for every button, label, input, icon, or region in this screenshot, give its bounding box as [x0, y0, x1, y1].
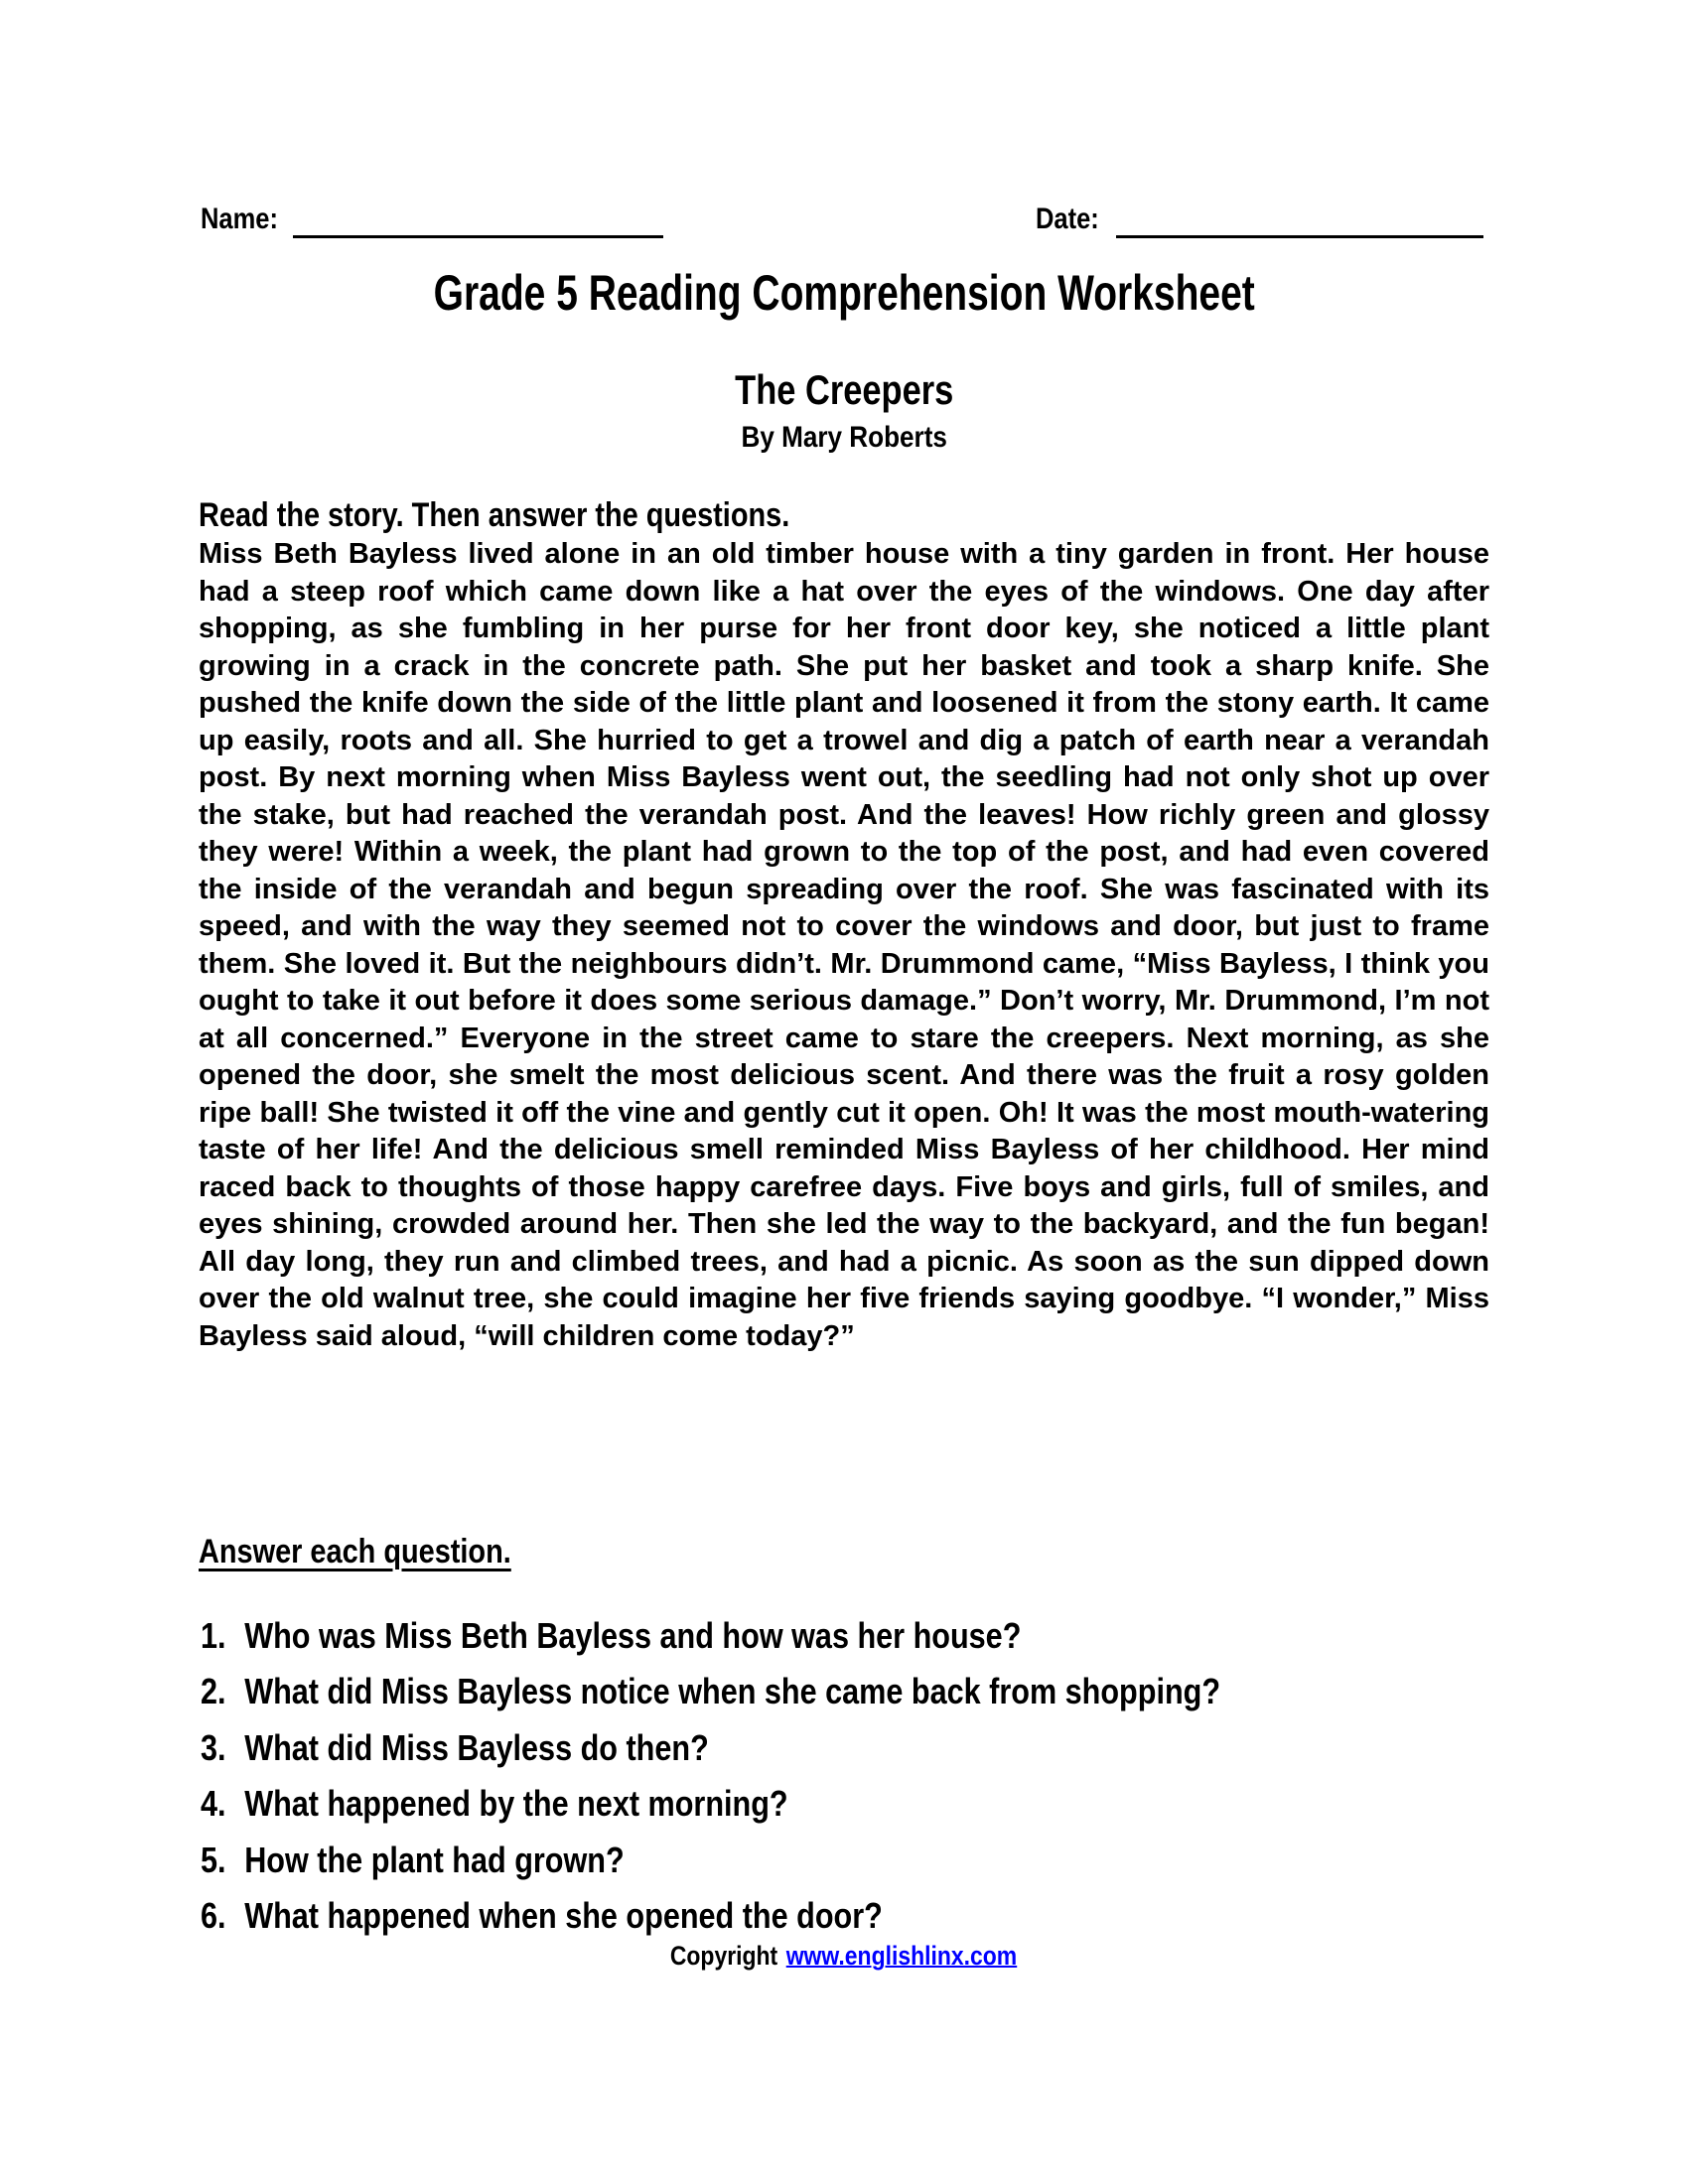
question-number: 3.	[201, 1727, 226, 1768]
story-byline: By Mary Roberts	[741, 421, 947, 454]
question-text: What did Miss Bayless do then?	[244, 1727, 709, 1768]
englishlinx-link[interactable]: www.englishlinx.com	[786, 1941, 1018, 1971]
answer-section-heading: Answer each question.	[199, 1533, 511, 1570]
question-item-1	[201, 1615, 1166, 1656]
name-blank-line	[293, 206, 663, 238]
question-text: What happened by the next morning?	[244, 1783, 788, 1824]
question-number: 1.	[201, 1615, 226, 1656]
question-item-4	[201, 1783, 892, 1824]
copyright-label: Copyright	[670, 1941, 778, 1971]
question-item-3	[201, 1727, 798, 1768]
question-number: 6.	[201, 1895, 226, 1936]
question-number: 2.	[201, 1671, 226, 1711]
date-label: Date:	[1036, 203, 1099, 235]
story-text: Miss Beth Bayless lived alone in an old timber house with a tiny garden in front. Her house had a steep roof which came down like a hat over the eyes of the windows. One day after shopping, as she fumbling in her purse for her front door key, she noticed a little plant growing in a crack in the concrete path. She put her basket and took a sharp knife. She pushed the knife down the side of the little plant and loosened it from the stony earth. It came up easily, roots and all. She hurried to get a trowel and dig a patch of earth near a verandah post. By next morning when Miss Bayless went out, the seedling had not only shot up over the stake, but had reached the verandah post. And the leaves! How richly green and glossy they were! Within a week, the plant had grown to the top of the post, and had even covered the inside of the verandah and begun spreading over the roof. She was fascinated with its speed, and with the way they seemed not to cover the windows and door, but just to frame them. She loved it. But the neighbours didn’t. Mr. Drummond came, “Miss Bayless, I think you ought to take it out before it does some serious damage.” Don’t worry, Mr. Drummond, I’m not at all concerned.” Everyone in the street came to stare the creepers. Next morning, as she opened the door, she smelt the most delicious scent. And there was the fruit a rosy golden ripe ball! She twisted it off the vine and gently cut it open. Oh! It was the most mouth-watering taste of her life! And the delicious smell reminded Miss Bayless of her childhood. Her mind raced back to thoughts of those happy carefree days. Five boys and girls, full of smiles, and eyes shining, crowded around her. Then she led the way to the backyard, and the fun began! All day long, they run and climbed trees, and had a picnic. As soon as the sun dipped down over the old walnut tree, she could imagine her five friends saying goodbye. “I wonder,” Miss Bayless said aloud, “will children come today?”	[199, 538, 1489, 1352]
page-title: Grade 5 Reading Comprehension Worksheet	[433, 265, 1255, 321]
question-number: 4.	[201, 1783, 226, 1824]
question-item-5	[201, 1840, 699, 1880]
question-text: What happened when she opened the door?	[244, 1895, 883, 1936]
question-text: What did Miss Bayless notice when she came back from shopping?	[244, 1671, 1221, 1711]
date-blank-line	[1116, 206, 1483, 238]
name-label: Name:	[201, 203, 278, 235]
footer	[199, 1943, 1489, 1970]
question-item-2	[201, 1671, 1400, 1711]
question-item-6	[201, 1895, 1003, 1936]
story-title: The Creepers	[734, 366, 954, 413]
question-number: 5.	[201, 1840, 226, 1880]
instructions-text: Read the story. Then answer the questions.	[199, 496, 790, 534]
question-text: Who was Miss Beth Bayless and how was her house?	[244, 1615, 1022, 1656]
question-text: How the plant had grown?	[244, 1840, 625, 1880]
